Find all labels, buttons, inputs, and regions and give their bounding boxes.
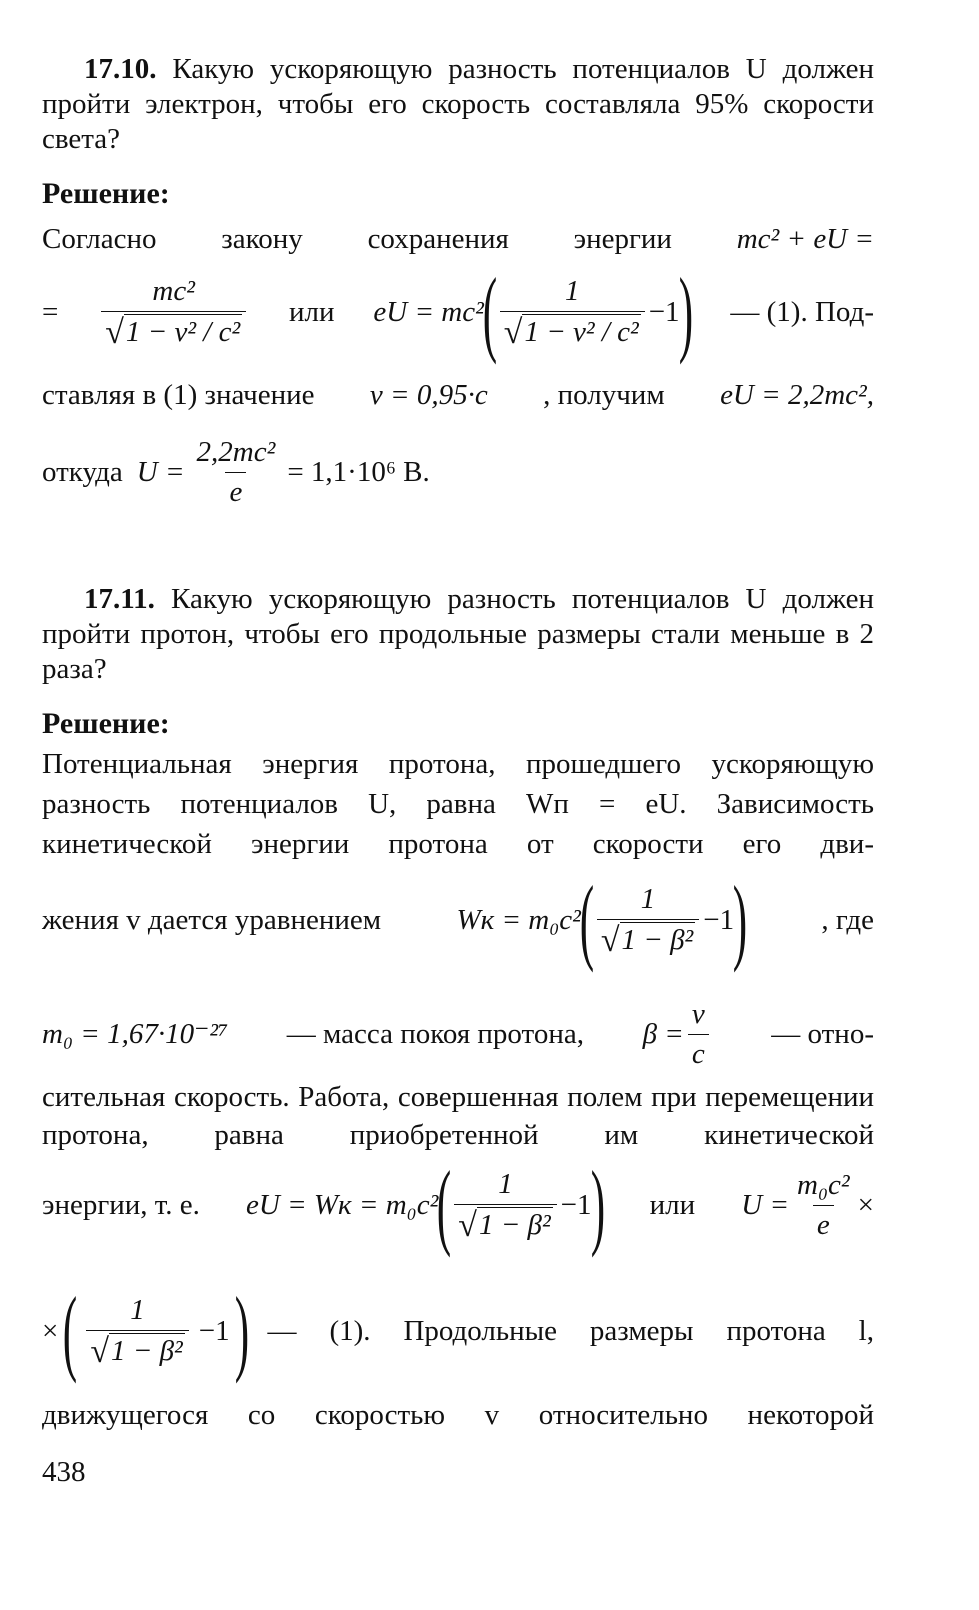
text: — (1). Продольные размеры протона l, xyxy=(267,1314,874,1347)
solution-heading: Решение: xyxy=(42,177,170,210)
times-sign: × xyxy=(42,1314,59,1347)
formula: eU = 2,2mc², xyxy=(720,379,874,411)
solution-line-2 xyxy=(42,257,874,365)
formula-lhs: β = xyxy=(642,1017,684,1050)
problem-number: 17.10. xyxy=(84,53,157,85)
solution-heading: Решение: xyxy=(42,707,170,740)
word-or: или xyxy=(649,1188,696,1221)
minus-one: −1 xyxy=(703,903,735,936)
fraction xyxy=(193,435,280,510)
denominator: e xyxy=(225,472,246,510)
problem-text: Какую ускоряющую разность потенциалов U должен пройти электрон, чтобы его скорость составляла 95% скорости света? xyxy=(42,53,874,155)
problem-text: Какую ускоряющую разность потенциалов U должен пройти протон, чтобы его продольные размеры стали меньше в 2 раза? xyxy=(42,583,874,685)
formula-group xyxy=(643,997,713,1072)
formula-group xyxy=(246,1150,605,1258)
solution-line-d xyxy=(42,1278,874,1384)
fraction xyxy=(86,1293,188,1369)
text: — масса покоя протона, xyxy=(286,1017,584,1050)
text: , где xyxy=(821,903,874,936)
solution-line-4 xyxy=(42,432,874,512)
text: ставляя в (1) значение xyxy=(42,379,315,411)
radicand: 1 − β² xyxy=(111,1335,183,1367)
solution-paragraph: сительная скорость. Работа, совершенная полем при перемещении протона, равна приобретенной им кинетической xyxy=(42,1081,874,1151)
formula: mc² + eU = xyxy=(736,223,874,255)
formula-lhs: U = xyxy=(741,1188,790,1221)
minus-one: −1 xyxy=(560,1188,592,1221)
numerator: mc² xyxy=(152,275,195,308)
text: — отно- xyxy=(771,1017,874,1050)
formula-group xyxy=(741,1168,874,1243)
fraction xyxy=(454,1167,556,1243)
numerator: 1 xyxy=(130,1294,145,1327)
solution-line-3 xyxy=(42,378,874,413)
word: закону xyxy=(221,223,303,255)
numerator: v xyxy=(691,997,705,1030)
fraction xyxy=(500,274,645,350)
formula-lhs: eU = Wк = m₀c² xyxy=(246,1188,439,1221)
formula-group xyxy=(373,257,693,365)
word-or: или xyxy=(289,295,335,328)
solution-line-a xyxy=(42,865,874,973)
solution-line-1 xyxy=(42,222,874,257)
formula-lhs: U = xyxy=(136,455,185,488)
text: жения v дается уравнением xyxy=(42,903,382,936)
solution-line-b xyxy=(42,996,874,1072)
sqrt-symbol: √ xyxy=(105,313,124,351)
formula-lhs: Wк = m₀c² xyxy=(456,903,581,936)
left-paren: ( xyxy=(437,1150,452,1258)
formula-rhs: = 1,1·10⁶ В. xyxy=(287,455,430,488)
page-number: 438 xyxy=(42,1456,86,1488)
text: откуда xyxy=(42,455,123,488)
numerator: 1 xyxy=(564,275,580,308)
times-sign: × xyxy=(857,1188,874,1221)
formula: v = 0,95·c xyxy=(369,379,488,411)
formula-lhs: eU = mc² xyxy=(373,295,484,328)
text: энергии, т. е. xyxy=(42,1188,200,1221)
right-paren: ) xyxy=(234,1276,249,1384)
word: энергии xyxy=(573,223,672,255)
right-paren: ) xyxy=(732,865,748,973)
denominator xyxy=(86,1330,188,1369)
sqrt-symbol: √ xyxy=(458,1206,477,1244)
numerator: m₀c² xyxy=(797,1168,850,1201)
numerator: 1 xyxy=(498,1168,513,1201)
fraction xyxy=(101,274,246,350)
numerator: 2,2mc² xyxy=(196,435,276,468)
equation-ref: — (1). Под- xyxy=(730,295,874,328)
denominator xyxy=(454,1204,556,1243)
denominator: e xyxy=(813,1205,834,1243)
denominator xyxy=(500,311,645,350)
equals-sign: = xyxy=(42,295,59,328)
radicand: 1 − v² / c² xyxy=(524,315,639,348)
radicand: 1 − v² / c² xyxy=(125,316,241,348)
numerator: 1 xyxy=(640,883,656,916)
problem-17-10-statement xyxy=(42,52,874,156)
solution-paragraph: Потенциальная энергия протона, прошедшего ускоряющую разность потенциалов U, равна Wп = eU. Зависимость кинетической энергии протона от скорости его дви- xyxy=(42,748,874,860)
denominator xyxy=(101,311,246,350)
fraction xyxy=(597,882,699,958)
solution-line-c xyxy=(42,1152,874,1258)
sqrt-symbol: √ xyxy=(90,1332,109,1370)
radicand: 1 − β² xyxy=(478,1208,551,1241)
formula: m₀ = 1,67·10⁻²⁷ xyxy=(42,1017,229,1050)
right-paren: ) xyxy=(678,257,693,365)
denominator: c xyxy=(688,1034,709,1072)
text: , получим xyxy=(543,379,665,411)
problem-number: 17.11. xyxy=(84,583,155,615)
problem-17-11-statement xyxy=(42,582,874,686)
solution-paragraph: движущегося со скоростью v относительно некоторой xyxy=(42,1399,874,1431)
right-paren: ) xyxy=(590,1150,605,1258)
left-paren: ( xyxy=(63,1276,78,1384)
sqrt-symbol: √ xyxy=(503,313,523,351)
formula-group xyxy=(456,865,748,973)
sqrt-symbol: √ xyxy=(600,921,620,959)
word: сохранения xyxy=(367,223,509,255)
denominator xyxy=(597,919,699,958)
minus-one: −1 xyxy=(648,295,680,328)
word: Согласно xyxy=(42,223,157,255)
minus-one: −1 xyxy=(198,1314,230,1347)
fraction xyxy=(688,997,709,1072)
left-paren: ( xyxy=(482,257,497,365)
left-paren: ( xyxy=(579,865,595,973)
radicand: 1 − β² xyxy=(621,923,694,956)
fraction xyxy=(793,1168,854,1243)
